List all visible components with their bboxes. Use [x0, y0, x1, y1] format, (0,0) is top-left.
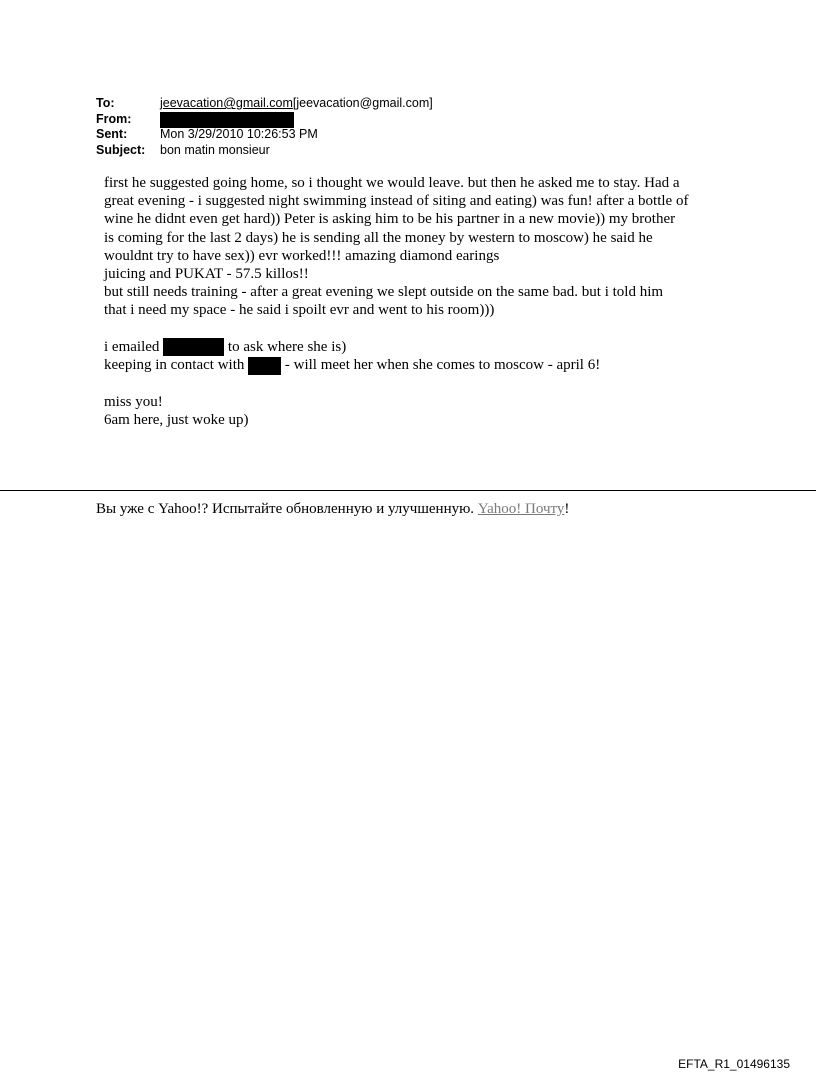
contact-text-rest: - will meet her when she comes to moscow - april 6! [284, 357, 601, 374]
to-label: To: [96, 96, 115, 110]
body-line: wine he didnt even get hard)) Peter is asking him to be his partner in a new movie)) my brother [104, 211, 676, 228]
document-id: EFTA_R1_01496135 [678, 1057, 790, 1071]
body-line: but still needs training - after a great evening we slept outside on the same bad. but i told him [104, 284, 664, 301]
emailed-text-rest: to ask where she is) [227, 338, 347, 355]
body-paragraph-3 [104, 393, 754, 429]
from-row [96, 112, 433, 128]
body-line: juicing and PUKAT - 57.5 killos!! [104, 266, 309, 283]
body-line [104, 356, 754, 375]
to-email-link[interactable]: jeevacation@gmail.com [160, 96, 293, 110]
body-line: is coming for the last 2 days) he is sending all the money by western to moscow) he said he [104, 229, 653, 246]
contact-text: keeping in contact with [104, 357, 245, 374]
name-redaction [163, 338, 224, 356]
sent-value: Mon 3/29/2010 10:26:53 PM [160, 127, 318, 141]
emailed-text: i emailed [104, 338, 160, 355]
from-value [160, 112, 294, 128]
to-email-rest: [jeevacation@gmail.com] [292, 96, 433, 110]
footer-divider [0, 490, 816, 491]
subject-row [96, 143, 433, 159]
body-paragraph-2 [104, 338, 754, 375]
body-line: miss you! [104, 394, 163, 411]
footer-text-end: ! [564, 501, 570, 517]
subject-value: bon matin monsieur [160, 142, 270, 157]
from-redaction [160, 112, 294, 128]
yahoo-mail-link[interactable]: Yahoo! Почту [477, 501, 565, 517]
body-line: first he suggested going home, so i thought we would leave. but then he asked me to stay. Had a [104, 175, 680, 191]
to-value [160, 96, 433, 112]
contact-redaction [248, 357, 281, 375]
body-paragraph-1 [104, 174, 754, 320]
email-header [96, 96, 433, 158]
body-line: 6am here, just woke up) [104, 412, 249, 429]
sent-row [96, 127, 433, 143]
body-line: wouldnt try to have sex)) evr worked!!! amazing diamond earings [104, 247, 500, 264]
email-body [104, 174, 754, 448]
body-line [104, 338, 754, 357]
body-line: that i need my space - he said i spoilt evr and went to his room))) [104, 302, 495, 319]
footer-text: Вы уже с Yahoo!? Испытайте обновленную и улучшенную. [96, 501, 478, 517]
from-label: From: [96, 111, 132, 126]
body-line: great evening - i suggested night swimming instead of siting and eating) was fun! after a bottle of [104, 193, 689, 210]
sent-label: Sent: [96, 127, 128, 141]
subject-label: Subject: [96, 142, 146, 157]
to-row [96, 96, 433, 112]
yahoo-footer [96, 501, 569, 518]
